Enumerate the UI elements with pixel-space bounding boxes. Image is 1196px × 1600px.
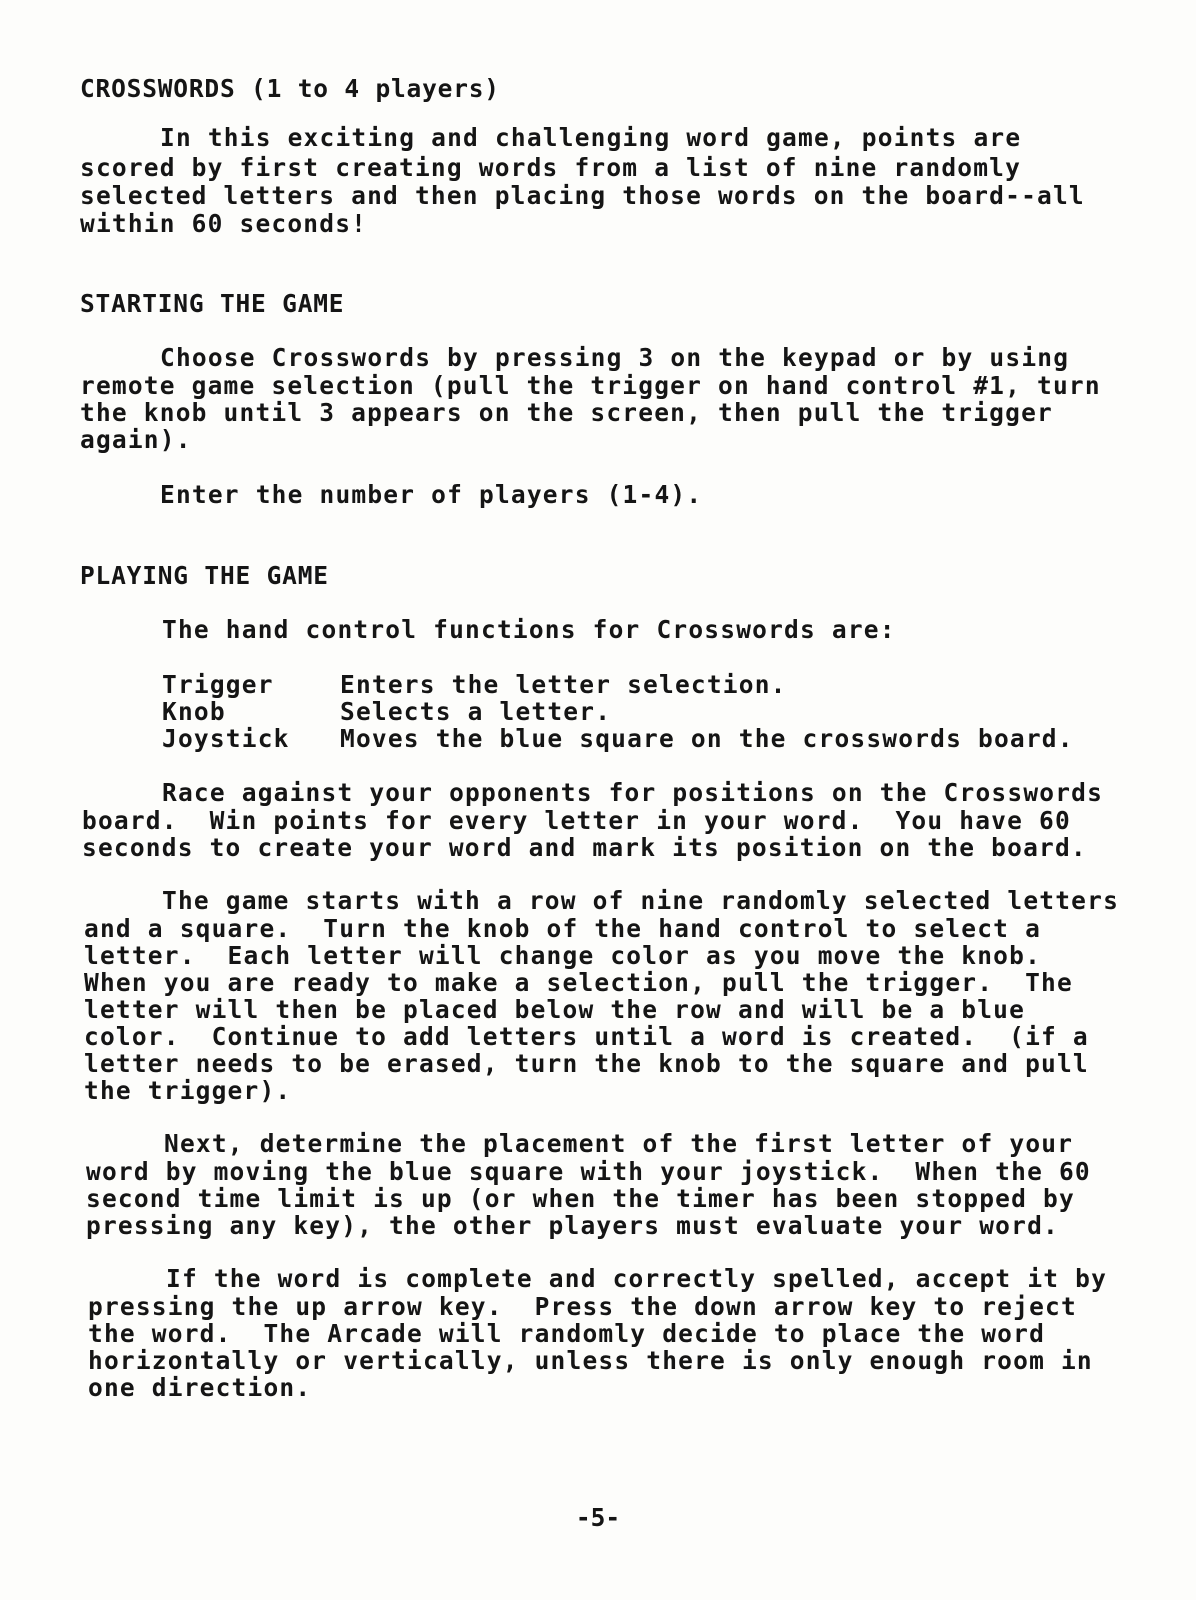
starting-heading: STARTING THE GAME	[80, 289, 345, 318]
intro-line-3: selected letters and then placing those words on the board--all	[80, 181, 1085, 210]
playing-heading: PLAYING THE GAME	[80, 561, 329, 590]
control-name-joystick: Joystick	[162, 724, 290, 753]
race-line-3: seconds to create your word and mark its position on the board.	[82, 833, 1087, 862]
next-line-3: second time limit is up (or when the timer has been stopped by	[86, 1184, 1075, 1213]
starting-line-2: remote game selection (pull the trigger on hand control #1, turn	[80, 371, 1101, 400]
race-line-1: Race against your opponents for positions on the Crosswords	[162, 778, 1104, 807]
starting-line-4: again).	[80, 425, 192, 454]
start-line-3: letter. Each letter will change color as you move the knob.	[84, 941, 1042, 970]
race-line-2: board. Win points for every letter in your word. You have 60	[82, 806, 1071, 835]
accept-line-4: horizontally or vertically, unless there is only enough room in	[88, 1346, 1093, 1375]
accept-line-2: pressing the up arrow key. Press the down arrow key to reject	[88, 1292, 1077, 1321]
control-function-joystick: Moves the blue square on the crosswords board.	[340, 724, 1074, 753]
start-line-5: letter will then be placed below the row and will be a blue	[84, 995, 1026, 1024]
page-title: CROSSWORDS (1 to 4 players)	[80, 74, 500, 103]
control-function-knob: Selects a letter.	[340, 697, 612, 726]
start-line-7: letter needs to be erased, turn the knob to the square and pull	[84, 1049, 1089, 1078]
start-line-1: The game starts with a row of nine randomly selected letters	[162, 886, 1120, 915]
accept-line-1: If the word is complete and correctly spelled, accept it by	[166, 1264, 1108, 1293]
intro-line-2: scored by first creating words from a list of nine randomly	[80, 153, 1022, 182]
next-line-2: word by moving the blue square with your joystick. When the 60	[86, 1157, 1091, 1186]
page-number: -5-	[575, 1503, 621, 1532]
accept-line-3: the word. The Arcade will randomly decide to place the word	[88, 1319, 1046, 1348]
intro-line-1: In this exciting and challenging word game, points are	[160, 123, 1022, 152]
players-line: Enter the number of players (1-4).	[160, 480, 703, 509]
intro-line-4: within 60 seconds!	[80, 209, 368, 238]
next-line-4: pressing any key), the other players must evaluate your word.	[86, 1211, 1059, 1240]
start-line-2: and a square. Turn the knob of the hand control to select a	[84, 914, 1042, 943]
next-line-1: Next, determine the placement of the first letter of your	[164, 1129, 1074, 1158]
start-line-4: When you are ready to make a selection, pull the trigger. The	[84, 968, 1073, 997]
control-name-knob: Knob	[162, 697, 226, 726]
starting-line-1: Choose Crosswords by pressing 3 on the keypad or by using	[160, 343, 1070, 372]
controls-intro: The hand control functions for Crosswords are:	[162, 615, 896, 644]
start-line-8: the trigger).	[84, 1076, 292, 1105]
start-line-6: color. Continue to add letters until a word is created. (if a	[84, 1022, 1089, 1051]
starting-line-3: the knob until 3 appears on the screen, then pull the trigger	[80, 398, 1053, 427]
control-function-trigger: Enters the letter selection.	[340, 670, 787, 699]
control-name-trigger: Trigger	[162, 670, 274, 699]
accept-line-5: one direction.	[88, 1373, 312, 1402]
